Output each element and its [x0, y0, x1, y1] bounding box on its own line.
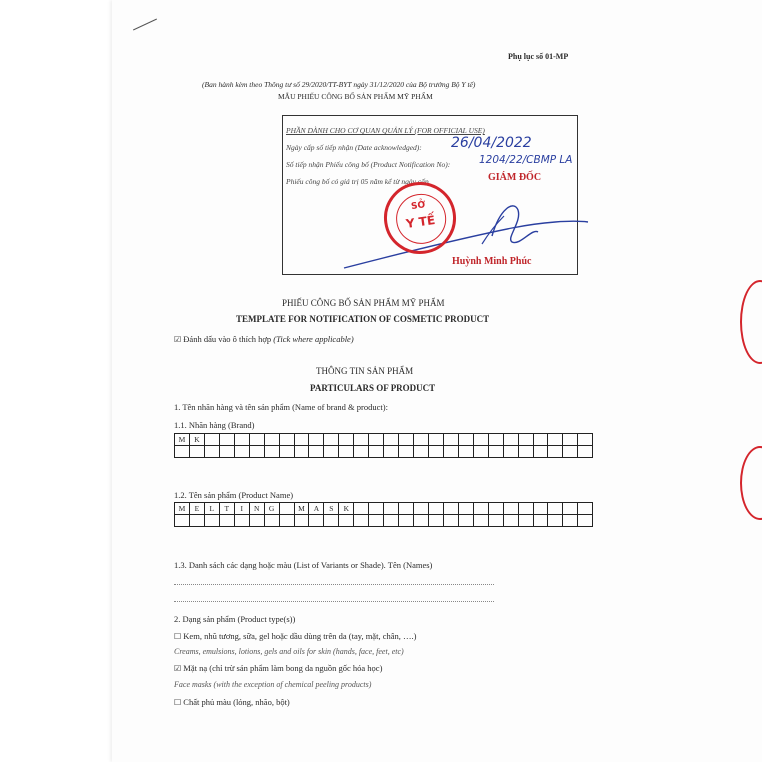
grid-cell: [578, 446, 593, 458]
grid-cell: [279, 434, 294, 446]
decree-reference: (Ban hành kèm theo Thông tư số 29/2020/TT-BYT ngày 31/12/2020 của Bộ trưởng Bộ Y tế): [202, 80, 476, 89]
grid-cell: [264, 515, 279, 527]
partial-seal-icon: [740, 446, 762, 520]
item-1-label: 1. Tên nhãn hàng và tên sản phẩm (Name of brand & product):: [174, 402, 388, 412]
grid-cell: [518, 434, 533, 446]
grid-cell: [369, 446, 384, 458]
grid-cell: I: [234, 503, 249, 515]
number-label: Số tiếp nhận Phiếu công bố (Product Notification No):: [286, 160, 451, 169]
grid-cell: [503, 515, 518, 527]
grid-cell: [384, 446, 399, 458]
grid-cell: [384, 434, 399, 446]
grid-cell: [563, 503, 578, 515]
date-value: 26/04/2022: [451, 135, 532, 151]
unchecked-box-icon: ☐: [174, 632, 182, 641]
grid-cell: [533, 515, 548, 527]
grid-cell: [234, 434, 249, 446]
grid-cell: [399, 503, 414, 515]
grid-cell: [458, 503, 473, 515]
grid-cell: [384, 503, 399, 515]
partial-seal-icon: [740, 280, 762, 364]
brand-grid: [174, 433, 593, 458]
grid-cell: [533, 446, 548, 458]
grid-cell: [249, 434, 264, 446]
grid-cell: [548, 515, 563, 527]
grid-cell: [339, 434, 354, 446]
grid-cell: S: [324, 503, 339, 515]
grid-cell: [324, 446, 339, 458]
grid-cell: [249, 515, 264, 527]
grid-cell: [443, 434, 458, 446]
grid-cell: [503, 434, 518, 446]
grid-cell: [548, 503, 563, 515]
item-1-2-label: 1.2. Tên sản phẩm (Product Name): [174, 490, 294, 500]
option-face-masks: ☑ Mặt nạ (chỉ trừ sản phẩm làm bong da nguồn gốc hóa học): [174, 663, 383, 673]
grid-cell: [473, 515, 488, 527]
grid-cell: [503, 446, 518, 458]
grid-cell: [339, 446, 354, 458]
grid-cell: [189, 515, 204, 527]
unchecked-box-icon: ☐: [174, 698, 182, 707]
grid-cell: [294, 446, 309, 458]
grid-cell: M: [294, 503, 309, 515]
document-page: [112, 0, 762, 762]
grid-cell: [458, 515, 473, 527]
grid-cell: [294, 434, 309, 446]
item-1-1-label: 1.1. Nhãn hàng (Brand): [174, 420, 255, 430]
grid-cell: [443, 515, 458, 527]
grid-cell: N: [249, 503, 264, 515]
grid-cell: [309, 515, 324, 527]
grid-cell: [219, 446, 234, 458]
option-color-coat: ☐ Chất phủ màu (lỏng, nhão, bột): [174, 697, 290, 707]
grid-cell: [354, 503, 369, 515]
variants-line-1: [174, 584, 494, 585]
grid-cell: [189, 446, 204, 458]
grid-cell: [204, 446, 219, 458]
checked-box-icon: ☑: [174, 664, 182, 673]
particulars-title-vi: THÔNG TIN SẢN PHẨM: [316, 366, 414, 376]
grid-cell: [369, 434, 384, 446]
grid-cell: [458, 434, 473, 446]
product-type-title: 2. Dạng sản phẩm (Product type(s)): [174, 614, 296, 624]
grid-cell: [414, 503, 429, 515]
grid-cell: [578, 434, 593, 446]
grid-cell: [488, 446, 503, 458]
grid-cell: [279, 515, 294, 527]
grid-cell: [204, 515, 219, 527]
tick-note: ☑ Đánh dấu vào ô thích hợp (Tick where applicable): [174, 334, 354, 344]
grid-cell: [533, 434, 548, 446]
grid-cell: [219, 434, 234, 446]
grid-cell: [219, 515, 234, 527]
grid-cell: [503, 503, 518, 515]
grid-cell: [428, 503, 443, 515]
grid-cell: [563, 515, 578, 527]
grid-cell: [204, 434, 219, 446]
grid-cell: [175, 515, 190, 527]
grid-cell: K: [339, 503, 354, 515]
grid-cell: [354, 515, 369, 527]
grid-cell: [473, 434, 488, 446]
grid-cell: [339, 515, 354, 527]
grid-cell: [234, 446, 249, 458]
template-title-vi: PHIẾU CÔNG BỐ SẢN PHẨM MỸ PHẨM: [282, 298, 445, 308]
grid-cell: [279, 446, 294, 458]
grid-cell: [369, 515, 384, 527]
grid-cell: [533, 503, 548, 515]
grid-cell: [414, 446, 429, 458]
grid-cell: [384, 515, 399, 527]
grid-cell: [488, 503, 503, 515]
grid-cell: [563, 446, 578, 458]
grid-cell: [473, 446, 488, 458]
grid-cell: L: [204, 503, 219, 515]
form-title: MẪU PHIẾU CÔNG BỐ SẢN PHẨM MỸ PHẨM: [278, 92, 433, 101]
option-face-masks-en: Face masks (with the exception of chemical peeling products): [174, 680, 372, 689]
grid-cell: [294, 515, 309, 527]
grid-cell: [414, 515, 429, 527]
grid-cell: M: [175, 434, 190, 446]
grid-cell: [354, 446, 369, 458]
grid-cell: [309, 434, 324, 446]
grid-cell: [234, 515, 249, 527]
grid-cell: [443, 446, 458, 458]
grid-cell: [264, 434, 279, 446]
template-title-en: TEMPLATE FOR NOTIFICATION OF COSMETIC PRODUCT: [236, 314, 490, 324]
grid-cell: [518, 446, 533, 458]
grid-cell: [518, 503, 533, 515]
grid-cell: [309, 446, 324, 458]
grid-cell: A: [309, 503, 324, 515]
grid-cell: [548, 434, 563, 446]
date-label: Ngày cấp số tiếp nhận (Date acknowledged):: [286, 143, 422, 152]
grid-cell: [399, 434, 414, 446]
grid-cell: [428, 434, 443, 446]
signer-name: Huỳnh Minh Phúc: [452, 256, 532, 267]
pen-mark: [133, 19, 157, 31]
grid-cell: [414, 434, 429, 446]
grid-cell: [563, 434, 578, 446]
grid-cell: M: [175, 503, 190, 515]
grid-cell: [354, 434, 369, 446]
grid-cell: [473, 503, 488, 515]
director-title: GIÁM ĐỐC: [488, 172, 542, 183]
grid-cell: [324, 434, 339, 446]
grid-cell: [175, 446, 190, 458]
validity-label: Phiếu công bố có giá trị 05 năm kể từ ngày cấp: [286, 177, 429, 186]
variants-line-2: [174, 601, 494, 602]
grid-cell: [428, 515, 443, 527]
official-seal: SỞ Y TẾ: [379, 177, 460, 258]
grid-cell: [578, 515, 593, 527]
grid-cell: K: [189, 434, 204, 446]
grid-cell: E: [189, 503, 204, 515]
official-heading: PHẦN DÀNH CHO CƠ QUAN QUẢN LÝ (FOR OFFICIAL USE): [286, 126, 485, 135]
checked-box-icon: ☑: [174, 335, 182, 344]
grid-cell: [324, 515, 339, 527]
grid-cell: [488, 515, 503, 527]
grid-cell: [488, 434, 503, 446]
appendix-number: Phụ lục số 01-MP: [508, 52, 569, 61]
grid-cell: [518, 515, 533, 527]
product-name-grid: [174, 502, 593, 527]
grid-cell: [399, 446, 414, 458]
grid-cell: G: [264, 503, 279, 515]
grid-cell: [399, 515, 414, 527]
item-1-3-label: 1.3. Danh sách các dạng hoặc màu (List of Variants or Shade). Tên (Names): [174, 560, 433, 570]
grid-cell: T: [219, 503, 234, 515]
particulars-title-en: PARTICULARS OF PRODUCT: [310, 383, 436, 393]
grid-cell: [548, 446, 563, 458]
grid-cell: [428, 446, 443, 458]
option-creams-en: Creams, emulsions, lotions, gels and oils for skin (hands, face, feet, etc): [174, 647, 404, 656]
option-creams: ☐ Kem, nhũ tương, sữa, gel hoặc dầu dùng trên da (tay, mặt, chân, ….): [174, 631, 417, 641]
grid-cell: [249, 446, 264, 458]
grid-cell: [578, 503, 593, 515]
grid-cell: [264, 446, 279, 458]
number-value: 1204/22/CBMP LA: [479, 154, 573, 166]
grid-cell: [279, 503, 294, 515]
grid-cell: [369, 503, 384, 515]
grid-cell: [458, 446, 473, 458]
grid-cell: [443, 503, 458, 515]
